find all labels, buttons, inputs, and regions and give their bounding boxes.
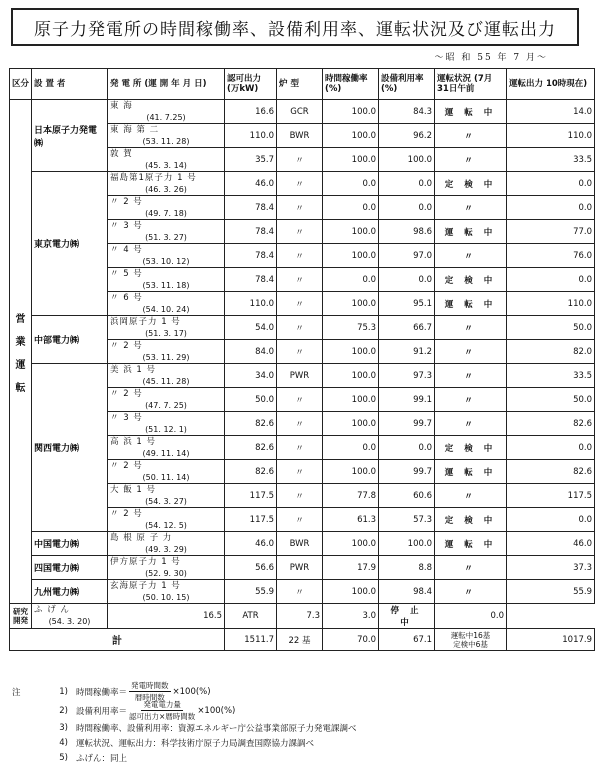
reactor-type-cell: 〃 <box>277 196 323 220</box>
status-cell: 〃 <box>435 196 507 220</box>
capacity-cell: 46.0 <box>225 532 277 556</box>
util-rate-cell: 99.7 <box>379 460 435 484</box>
status-cell: 〃 <box>435 484 507 508</box>
plant-name: 〃 2 号 <box>110 196 143 207</box>
reactor-type-cell: 〃 <box>277 484 323 508</box>
total-status <box>435 629 507 651</box>
reactor-type-cell: 〃 <box>277 172 323 196</box>
capacity-cell: 110.0 <box>225 292 277 316</box>
capacity-cell: 84.0 <box>225 340 277 364</box>
plant-cell <box>108 364 225 388</box>
plant-start-date: (46. 3. 26) <box>145 184 187 194</box>
status-cell: 運 転 中 <box>435 220 507 244</box>
time-rate-cell: 0.0 <box>323 172 379 196</box>
reactor-type-cell: 〃 <box>277 292 323 316</box>
plant-start-date: (53. 10. 12) <box>142 256 190 266</box>
time-rate-cell: 100.0 <box>323 412 379 436</box>
header-company: 設 置 者 <box>32 69 108 100</box>
plant-cell <box>108 196 225 220</box>
output-cell: 82.6 <box>507 412 595 436</box>
time-rate-cell: 100.0 <box>323 100 379 124</box>
table-row <box>10 556 595 580</box>
note-2: 2) 設備利用率＝ $\frac{\text{発電電力量}}{\text{認可出力×暦時間数}}$ ×100(%) <box>59 700 236 721</box>
note-5: 5) ふげん：同上 <box>59 752 128 764</box>
status-cell: 停 止 中 <box>379 604 435 629</box>
time-rate-cell: 17.9 <box>323 556 379 580</box>
fraction-2: $\frac{\text{発電電力量}}{\text{認可出力×暦時間数}}$ <box>129 700 196 721</box>
reactor-type-cell: 〃 <box>277 508 323 532</box>
status-cell: 〃 <box>435 388 507 412</box>
plant-name: 東 海 <box>110 100 133 111</box>
util-rate-cell: 60.6 <box>379 484 435 508</box>
util-rate-cell: 100.0 <box>379 532 435 556</box>
total-status-line: 運転中16基 <box>450 630 491 640</box>
time-rate-cell: 100.0 <box>323 220 379 244</box>
plant-cell <box>108 340 225 364</box>
output-cell: 110.0 <box>507 124 595 148</box>
category-char: 営 <box>15 313 26 325</box>
status-cell: 運 転 中 <box>435 532 507 556</box>
capacity-cell: 50.0 <box>225 388 277 412</box>
util-rate-cell: 0.0 <box>379 172 435 196</box>
reactor-type-cell: GCR <box>277 100 323 124</box>
time-rate-cell: 100.0 <box>323 292 379 316</box>
plant-cell <box>108 484 225 508</box>
note-4: 4) 運転状況、運転出力：科学技術庁原子力局調査国際協力課調べ <box>59 737 315 749</box>
reactor-type-cell: 〃 <box>277 244 323 268</box>
output-cell: 33.5 <box>507 364 595 388</box>
status-cell: 運 転 中 <box>435 460 507 484</box>
util-rate-cell: 91.2 <box>379 340 435 364</box>
plant-name: 〃 3 号 <box>110 412 143 423</box>
status-cell: 運 転 中 <box>435 292 507 316</box>
plant-cell <box>108 268 225 292</box>
category-char: 転 <box>15 382 26 394</box>
plant-start-date: (47. 7. 25) <box>145 400 187 410</box>
time-rate-cell: 0.0 <box>323 196 379 220</box>
table-row <box>10 364 595 388</box>
total-time-rate: 70.0 <box>323 629 379 651</box>
page-title <box>11 8 579 46</box>
capacity-cell: 55.9 <box>225 580 277 604</box>
plant-name: 敦 賀 <box>110 148 133 159</box>
reactor-type-cell: 〃 <box>277 436 323 460</box>
plant-start-date: (51. 3. 27) <box>145 232 187 242</box>
output-cell: 82.0 <box>507 340 595 364</box>
plant-start-date: (41. 7.25) <box>146 112 186 122</box>
reactor-type-cell: BWR <box>277 124 323 148</box>
total-units: 22 基 <box>277 629 323 651</box>
output-cell: 117.5 <box>507 484 595 508</box>
header-time-rate: 時間稼働率 (%) <box>323 69 379 100</box>
plant-start-date: (51. 12. 1) <box>145 424 187 434</box>
header-util-rate: 設備利用率 (%) <box>379 69 435 100</box>
header-status: 運転状況 (7月31日午前 <box>435 69 507 100</box>
util-rate-cell: 99.1 <box>379 388 435 412</box>
output-cell: 50.0 <box>507 316 595 340</box>
reactor-type-cell: 〃 <box>277 460 323 484</box>
reactor-type-cell: 〃 <box>277 148 323 172</box>
time-rate-cell: 100.0 <box>323 148 379 172</box>
util-rate-cell: 0.0 <box>379 196 435 220</box>
capacity-cell: 16.6 <box>225 100 277 124</box>
plant-cell <box>108 316 225 340</box>
output-cell: 0.0 <box>507 436 595 460</box>
capacity-cell: 56.6 <box>225 556 277 580</box>
output-cell: 14.0 <box>507 100 595 124</box>
status-cell: 定 検 中 <box>435 268 507 292</box>
plant-start-date: (53. 11. 18) <box>142 280 190 290</box>
status-cell: 〃 <box>435 340 507 364</box>
output-cell: 0.0 <box>435 604 507 629</box>
time-rate-cell: 100.0 <box>323 580 379 604</box>
plant-cell <box>108 508 225 532</box>
plant-cell <box>108 124 225 148</box>
plant-cell <box>108 436 225 460</box>
plant-cell <box>108 580 225 604</box>
plant-cell <box>108 220 225 244</box>
capacity-cell: 82.6 <box>225 460 277 484</box>
title-text: 原子力発電所の時間稼働率、設備利用率、運転状況及び運転出力 <box>34 19 556 40</box>
status-cell: 〃 <box>435 364 507 388</box>
output-cell: 46.0 <box>507 532 595 556</box>
time-rate-cell: 61.3 <box>323 508 379 532</box>
plant-name: 〃 2 号 <box>110 340 143 351</box>
time-rate-cell: 0.0 <box>323 436 379 460</box>
plant-start-date: (49. 7. 18) <box>145 208 187 218</box>
plant-name: 伊方原子力 1 号 <box>110 556 181 567</box>
plant-cell <box>108 388 225 412</box>
table-row <box>10 580 595 604</box>
output-cell: 50.0 <box>507 388 595 412</box>
total-row <box>10 629 595 651</box>
plant-name: 大 飯 1 号 <box>110 484 157 495</box>
util-rate-cell: 3.0 <box>323 604 379 629</box>
plant-cell <box>108 244 225 268</box>
plant-cell <box>108 100 225 124</box>
util-rate-cell: 66.7 <box>379 316 435 340</box>
util-rate-cell: 99.7 <box>379 412 435 436</box>
reactor-type-cell: 〃 <box>277 412 323 436</box>
capacity-cell: 78.4 <box>225 196 277 220</box>
status-cell: 〃 <box>435 148 507 172</box>
plant-cell <box>108 532 225 556</box>
capacity-cell: 78.4 <box>225 268 277 292</box>
plant-name: 島 根 原 子 力 <box>110 532 173 543</box>
fraction-1: $\frac{\text{発電時間数}}{\text{暦時間数}}$ <box>131 681 169 702</box>
status-cell: 〃 <box>435 412 507 436</box>
reactor-type-cell: 〃 <box>277 340 323 364</box>
util-rate-cell: 97.3 <box>379 364 435 388</box>
plant-start-date: (54. 12. 5) <box>145 520 187 530</box>
reactor-type-cell: 〃 <box>277 388 323 412</box>
plant-cell <box>108 148 225 172</box>
util-rate-cell: 100.0 <box>379 148 435 172</box>
company-name: 日本原子力発電㈱ <box>32 100 108 172</box>
output-cell: 76.0 <box>507 244 595 268</box>
plant-name: 〃 2 号 <box>110 508 143 519</box>
time-rate-cell: 100.0 <box>323 340 379 364</box>
reactor-type-cell: PWR <box>277 556 323 580</box>
time-rate-cell: 77.8 <box>323 484 379 508</box>
note-1: 注 1) 時間稼働率＝ $\frac{\text{発電時間数}}{\text{暦時間数}}$ ×100(%) <box>12 681 211 702</box>
plant-cell <box>108 172 225 196</box>
util-rate-cell: 95.1 <box>379 292 435 316</box>
plant-name: 福島第1原子力 1 号 <box>110 172 197 183</box>
company-name: 中国電力㈱ <box>32 532 108 556</box>
time-rate-cell: 100.0 <box>323 460 379 484</box>
capacity-cell: 117.5 <box>225 508 277 532</box>
table-row <box>10 172 595 196</box>
time-rate-cell: 100.0 <box>323 124 379 148</box>
plant-name: 〃 5 号 <box>110 268 143 279</box>
total-label: 計 <box>10 629 225 651</box>
category-char: 業 <box>15 336 26 348</box>
plant-start-date: (50. 10. 15) <box>142 592 190 602</box>
capacity-cell: 35.7 <box>225 148 277 172</box>
category-char: 運 <box>15 359 26 371</box>
plant-start-date: (52. 9. 30) <box>145 568 187 578</box>
time-rate-cell: 100.0 <box>323 388 379 412</box>
header-capacity: 認可出力 (万kW) <box>225 69 277 100</box>
plant-start-date: (54. 3. 27) <box>145 496 187 506</box>
time-rate-cell: 100.0 <box>323 244 379 268</box>
reactor-type-cell: 〃 <box>277 220 323 244</box>
reactor-type-cell: 〃 <box>277 580 323 604</box>
util-rate-cell: 84.3 <box>379 100 435 124</box>
output-cell: 0.0 <box>507 172 595 196</box>
capacity-cell: 34.0 <box>225 364 277 388</box>
table-row <box>10 100 595 124</box>
capacity-cell: 54.0 <box>225 316 277 340</box>
status-cell: 定 検 中 <box>435 436 507 460</box>
status-cell: 〃 <box>435 556 507 580</box>
util-rate-cell: 0.0 <box>379 436 435 460</box>
plant-cell <box>108 556 225 580</box>
status-cell: 〃 <box>435 124 507 148</box>
util-rate-cell: 0.0 <box>379 268 435 292</box>
capacity-cell: 117.5 <box>225 484 277 508</box>
output-cell: 0.0 <box>507 196 595 220</box>
category-commercial <box>10 100 32 604</box>
output-cell: 0.0 <box>507 508 595 532</box>
table-row <box>10 532 595 556</box>
capacity-cell: 16.5 <box>108 604 225 629</box>
time-rate-cell: 100.0 <box>323 364 379 388</box>
plant-start-date: (54. 3. 20) <box>48 617 91 626</box>
plant-cell <box>108 412 225 436</box>
company-name: 四国電力㈱ <box>32 556 108 580</box>
output-cell: 77.0 <box>507 220 595 244</box>
output-cell: 82.6 <box>507 460 595 484</box>
time-rate-cell: 75.3 <box>323 316 379 340</box>
total-capacity: 1511.7 <box>225 629 277 651</box>
company-name: 関西電力㈱ <box>32 364 108 532</box>
plant-name: 〃 3 号 <box>110 220 143 231</box>
plant-name: 玄海原子力 1 号 <box>110 580 181 591</box>
category-dev: 研究開発 <box>10 604 32 629</box>
util-rate-cell: 57.3 <box>379 508 435 532</box>
capacity-cell: 82.6 <box>225 412 277 436</box>
table-row <box>10 604 595 629</box>
time-rate-cell: 7.3 <box>277 604 323 629</box>
plant-start-date: (49. 3. 29) <box>145 544 187 554</box>
plant-name: 〃 2 号 <box>110 460 143 471</box>
plant-start-date: (54. 10. 24) <box>142 304 190 314</box>
table-row <box>10 316 595 340</box>
header-plant: 発 電 所 (運 開 年 月 日) <box>108 69 225 100</box>
plant-start-date: (45. 11. 28) <box>142 376 190 386</box>
plant-cell <box>108 460 225 484</box>
reactor-type-cell: ATR <box>225 604 277 629</box>
total-status-line: 定検中6基 <box>453 639 488 649</box>
header-category: 区分 <box>10 69 32 100</box>
plant-start-date: (51. 3. 17) <box>145 328 187 338</box>
plant-cell <box>108 292 225 316</box>
util-rate-cell: 8.8 <box>379 556 435 580</box>
plant-start-date: (53. 11. 28) <box>142 136 190 146</box>
plant-name: 高 浜 1 号 <box>110 436 157 447</box>
output-cell: 37.3 <box>507 556 595 580</box>
note-3: 3) 時間稼働率、設備利用率：資源エネルギー庁公益事業部原子力発電課調べ <box>59 722 357 734</box>
status-cell: 〃 <box>435 580 507 604</box>
output-cell: 0.0 <box>507 268 595 292</box>
plant-start-date: (53. 11. 29) <box>142 352 190 362</box>
util-rate-cell: 97.0 <box>379 244 435 268</box>
time-rate-cell: 0.0 <box>323 268 379 292</box>
output-cell: 33.5 <box>507 148 595 172</box>
util-rate-cell: 98.6 <box>379 220 435 244</box>
plant-start-date: (45. 3. 14) <box>145 160 187 170</box>
plant-name: ふ げ ん <box>34 605 70 615</box>
plant-start-date: (49. 11. 14) <box>142 448 190 458</box>
status-cell: 定 検 中 <box>435 172 507 196</box>
plant-cell <box>32 604 108 629</box>
report-date: 〜昭 和 55 年 7 月〜 <box>434 53 548 63</box>
util-rate-cell: 98.4 <box>379 580 435 604</box>
capacity-cell: 110.0 <box>225 124 277 148</box>
capacity-cell: 78.4 <box>225 244 277 268</box>
capacity-cell: 82.6 <box>225 436 277 460</box>
header-reactor: 炉 型 <box>277 69 323 100</box>
total-util-rate: 67.1 <box>379 629 435 651</box>
plant-name: 〃 2 号 <box>110 388 143 399</box>
plant-name: 〃 6 号 <box>110 292 143 303</box>
util-rate-cell: 96.2 <box>379 124 435 148</box>
status-cell: 〃 <box>435 244 507 268</box>
status-cell: 運 転 中 <box>435 100 507 124</box>
time-rate-cell: 100.0 <box>323 532 379 556</box>
reactor-type-cell: PWR <box>277 364 323 388</box>
header-output: 運転出力 10時現在) <box>507 69 595 100</box>
status-cell: 〃 <box>435 316 507 340</box>
reactor-type-cell: 〃 <box>277 268 323 292</box>
output-cell: 55.9 <box>507 580 595 604</box>
status-cell: 定 検 中 <box>435 508 507 532</box>
total-output: 1017.9 <box>507 629 595 651</box>
reactor-type-cell: 〃 <box>277 316 323 340</box>
plant-name: 東 海 第 二 <box>110 124 160 135</box>
notes <box>12 681 592 765</box>
plant-name: 〃 4 号 <box>110 244 143 255</box>
output-cell: 110.0 <box>507 292 595 316</box>
company-name: 九州電力㈱ <box>32 580 108 604</box>
plant-name: 浜岡原子力 1 号 <box>110 316 181 327</box>
capacity-cell: 78.4 <box>225 220 277 244</box>
reactor-type-cell: BWR <box>277 532 323 556</box>
data-table <box>9 68 595 651</box>
plant-start-date: (50. 11. 14) <box>142 472 190 482</box>
plant-name: 美 浜 1 号 <box>110 364 157 375</box>
capacity-cell: 46.0 <box>225 172 277 196</box>
company-name: 中部電力㈱ <box>32 316 108 364</box>
company-name: 東京電力㈱ <box>32 172 108 316</box>
